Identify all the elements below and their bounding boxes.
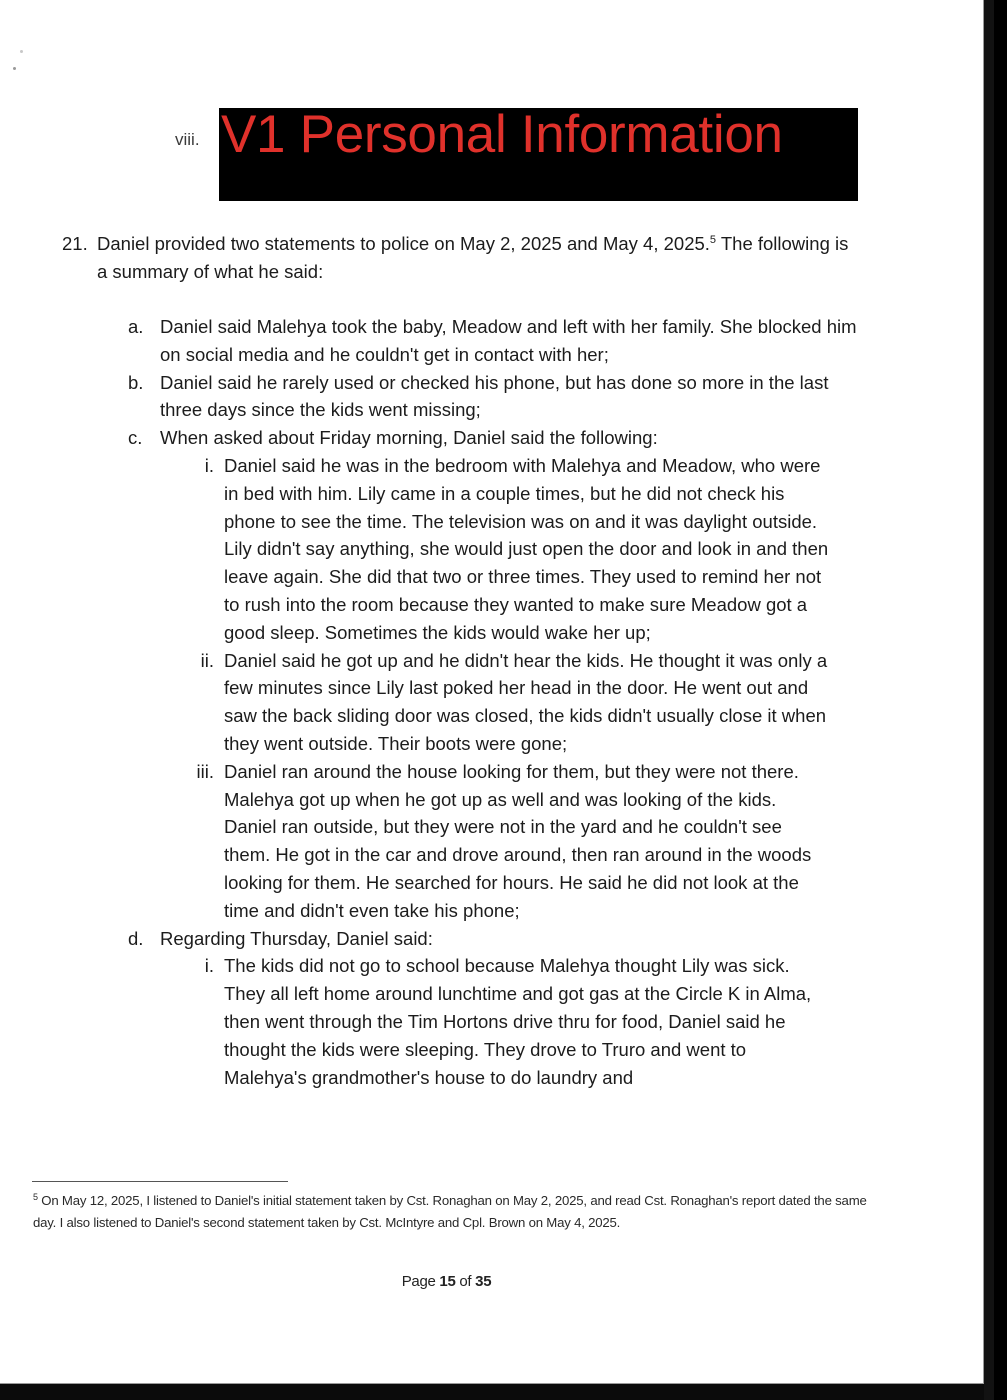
sub-marker: i. [204,955,214,977]
speck [20,50,23,53]
paragraph-text-main: Daniel provided two statements to police on May 2, 2025 and May 4, 2025. [97,233,710,254]
sub-item-c-i [192,452,832,647]
sub-item-text: The kids did not go to school because Malehya thought Lily was sick. They all left home around lunchtime and got gas at the Circle K in Alma, then went through the Tim Hortons drive thru for food, Daniel said he thought the kids were sleeping. They drove to Truro and went to Malehya's grandmother's house to do laundry and [224,955,812,1088]
footnote-marker: 5 [33,1192,38,1202]
list-item-text: Daniel said he rarely used or checked his phone, but has done so more in the last three days since the kids went missing; [160,371,829,421]
sub-marker: i. [204,454,214,476]
paragraph-text-after: The following is a summary of what he said: [97,233,849,282]
page-total: 35 [475,1273,492,1290]
footnote-text: On May 12, 2025, I listened to Daniel's initial statement taken by Cst. Ronaghan on May 2, 2025, and read Cst. Ronaghan's report dated the same day. I also listened to Daniel's second statement taken by Cst. McIntyre and Cpl. Brown on May 4, 2025. [33,1193,867,1230]
sub-item-c-iii [192,758,832,925]
section-title: V1 Personal Information [221,105,783,164]
statement-list [128,313,868,1091]
list-marker: a. [128,316,144,337]
sub-marker: iii. [196,760,214,782]
page-separator: of [455,1273,476,1290]
sub-item-text: Daniel said he was in the bedroom with Malehya and Meadow, who were in bed with him. Lily came in a couple times, but he did not check his phone to see the time. The television was on and it was daylight outside. Lily didn't say anything, she would just open the door and look in and then leave again. She did that two or three times. They used to remind her not to rush into the room because they wanted to make sure Meadow got a good sleep. Sometimes the kids would wake her up; [224,454,829,643]
list-item-d [128,925,868,1092]
list-item-c [128,424,868,924]
redaction-box [219,105,858,201]
footnote [33,1190,873,1234]
page-prefix: Page [401,1273,440,1290]
paragraph-number: 21. [62,233,88,254]
list-item-a [128,313,868,369]
paragraph-21 [62,230,862,286]
list-item-b [128,369,868,425]
paragraph-text [97,230,862,286]
page-current: 15 [439,1273,456,1290]
list-item-text: Daniel said Malehya took the baby, Meadow and left with her family. She blocked him on social media and he couldn't get in contact with her; [160,316,857,365]
list-marker: d. [128,927,144,949]
footnote-ref[interactable]: 5 [709,234,717,246]
list-item-text: Regarding Thursday, Daniel said: [160,927,433,949]
list-marker: b. [128,371,144,393]
viewer-border [984,0,1007,1400]
section-number: viii. [175,130,200,149]
sub-item-d-i [192,952,832,1091]
sub-item-c-ii [192,647,832,758]
list-marker: c. [128,427,143,449]
speck [13,67,16,70]
sub-marker: ii. [200,649,214,671]
sub-item-text: Daniel ran around the house looking for them, but they were not there. Malehya got up when he got up as well and was looking of the kids. Daniel ran outside, but they were not in the yard and he couldn't see them. He got in the car and drove around, then ran around in the woods looking for them. He searched for hours. He said he did not look at the time and didn't even take his phone; [224,760,812,921]
page-number [0,1273,893,1290]
sub-item-text: Daniel said he got up and he didn't hear the kids. He thought it was only a few minutes since Lily last poked her head in the door. He went out and saw the back sliding door was closed, the kids didn't usually close it when they went outside. Their boots were gone; [224,649,828,754]
footnote-divider [32,1181,288,1182]
list-item-text: When asked about Friday morning, Daniel said the following: [160,427,658,449]
